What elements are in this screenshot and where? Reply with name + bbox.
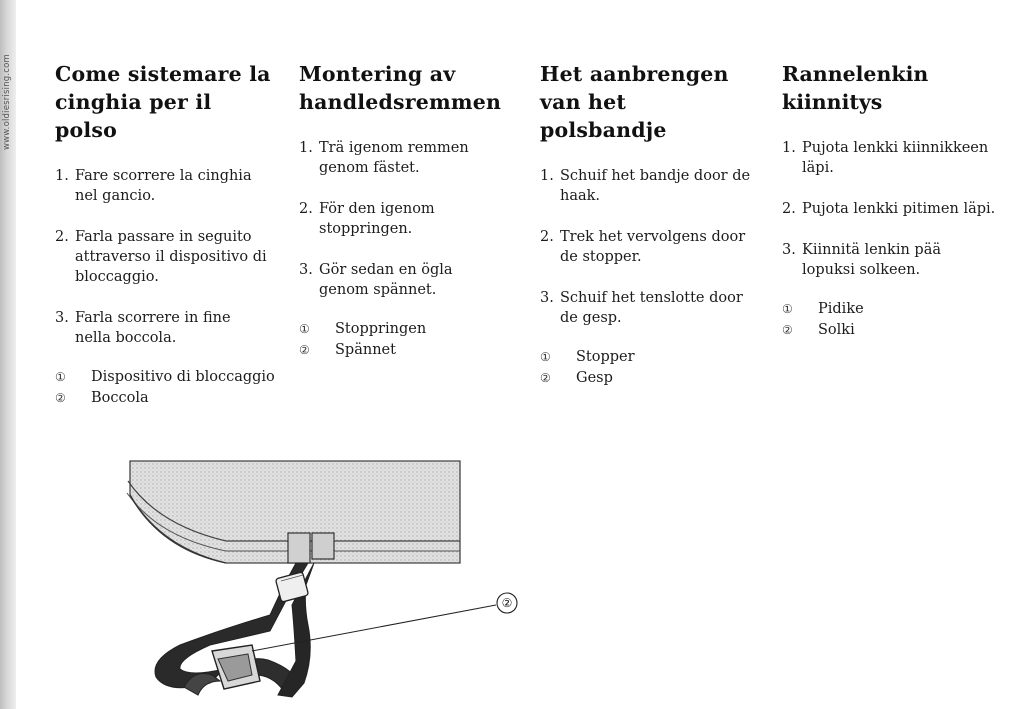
callout-1-marker: ① — [782, 302, 793, 316]
step-item: 1. Pujota lenkki kiinnikkeen läpi. — [782, 140, 989, 176]
step-item: 3. Gör sedan en ögla genom spännet. — [299, 262, 453, 298]
parts-legend — [299, 319, 529, 361]
step-item: 3. Schuif het tenslotte door de gesp. — [540, 290, 743, 326]
parts-legend — [540, 347, 770, 389]
parts-legend — [55, 367, 285, 409]
step-item: 1. Schuif het bandje door de haak. — [540, 168, 751, 204]
section-heading: Come sistemare la cinghia per il polso — [55, 62, 271, 142]
step-item: 3. Kiinnitä lenkin pää lopuksi solkeen. — [782, 242, 942, 278]
section-heading: Montering av handledsremmen — [299, 62, 502, 114]
legend-label: Pidike — [818, 301, 864, 317]
legend-label: Spännet — [335, 342, 396, 358]
callout-1-marker: ① — [299, 322, 310, 336]
legend-label: Solki — [818, 322, 855, 338]
step-item: 2. Farla passare in seguito attraverso il dispositivo di bloccaggio. — [55, 229, 267, 285]
legend-label: Gesp — [576, 370, 613, 386]
callout-2-marker: ② — [540, 371, 551, 385]
step-list — [782, 138, 997, 280]
column-swedish — [299, 60, 529, 361]
column-finnish-clip — [782, 60, 996, 480]
legend-label: Stoppringen — [335, 321, 427, 337]
step-item: 1. Fare scorrere la cinghia nel gancio. — [55, 168, 252, 204]
step-item: 2. För den igenom stoppringen. — [299, 201, 435, 237]
legend-label: Boccola — [91, 390, 149, 406]
step-list — [299, 138, 494, 300]
column-dutch — [540, 60, 770, 389]
callout-2-marker: ② — [55, 391, 66, 405]
callout-1-marker: ① — [540, 350, 551, 364]
callout-2-marker: ② — [299, 343, 310, 357]
wrist-strap-illustration — [100, 455, 550, 709]
legend-label: Dispositivo di bloccaggio — [91, 369, 275, 385]
callout-2-leader — [252, 593, 517, 651]
step-item: 1. Trä igenom remmen genom fästet. — [299, 140, 469, 176]
step-item: 2. Pujota lenkki pitimen läpi. — [782, 201, 996, 217]
callout-2-marker: ② — [782, 323, 793, 337]
legend-label: Stopper — [576, 349, 635, 365]
section-heading: Rannelenkin kiinnitys — [782, 62, 929, 114]
step-item: 2. Trek het vervolgens door de stopper. — [540, 229, 746, 265]
column-italian — [55, 60, 285, 409]
section-heading: Het aanbrengen van het polsbandje — [540, 62, 729, 142]
parts-legend — [782, 299, 1012, 341]
step-list — [55, 166, 270, 348]
step-list — [540, 166, 762, 328]
watermark-url: www.oldiesrising.com — [2, 53, 12, 150]
step-item: 3. Farla scorrere in fine nella boccola. — [55, 310, 231, 346]
callout-2-number: ② — [501, 596, 513, 610]
column-finnish — [782, 60, 1012, 341]
callout-1-marker: ① — [55, 370, 66, 384]
